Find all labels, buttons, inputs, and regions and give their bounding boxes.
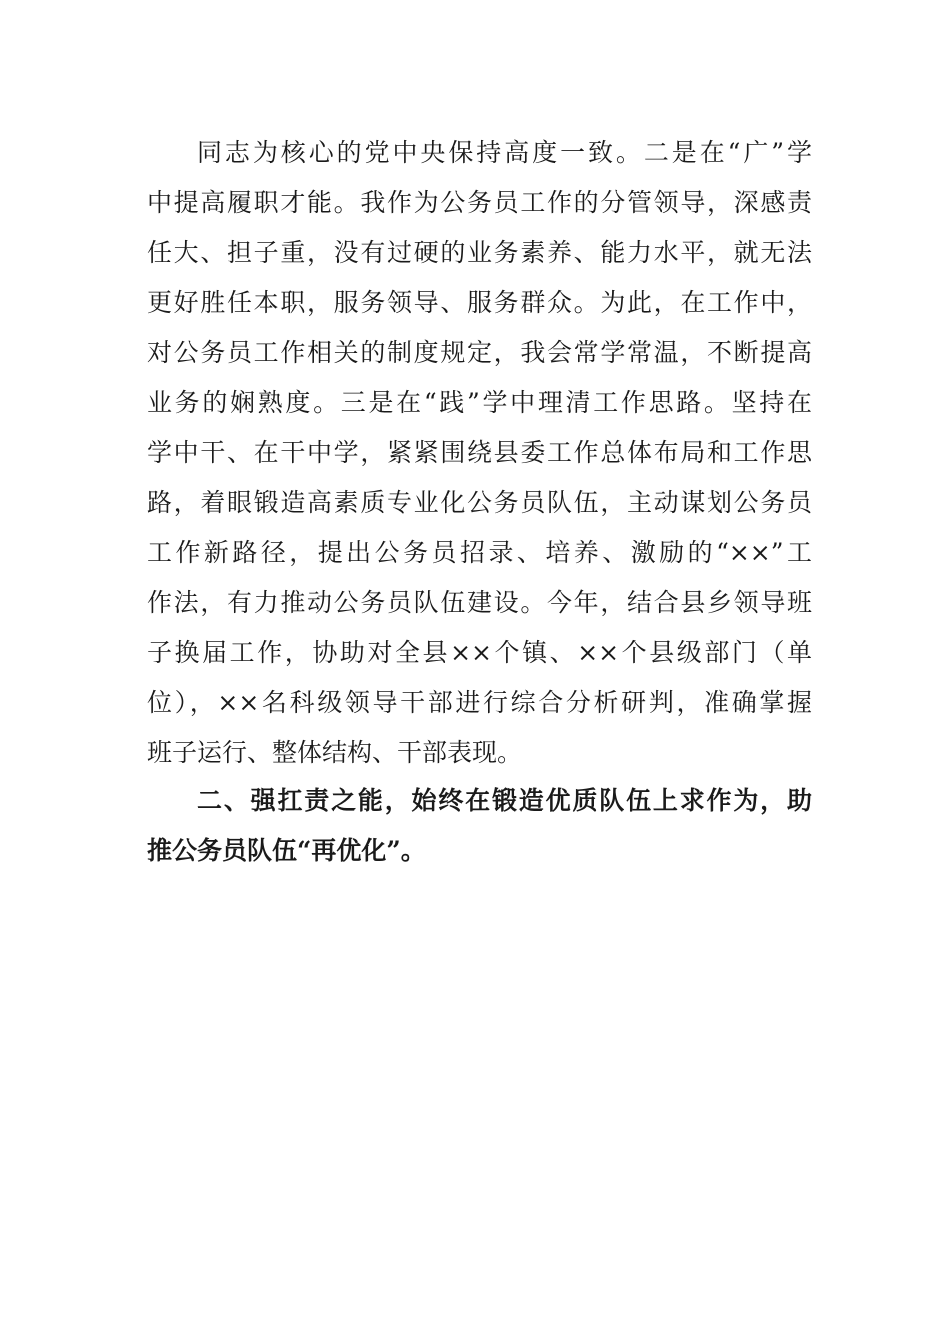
paragraph-line: 作法，有力推动公务员队伍建设。今年，结合县乡领导班 (147, 588, 812, 617)
paragraph-line: 中提高履职才能。我作为公务员工作的分管领导，深感责 (147, 188, 812, 217)
paragraph-line: 路，着眼锻造高素质专业化公务员队伍，主动谋划公务员 (147, 488, 812, 517)
paragraph-line: 对公务员工作相关的制度规定，我会常学常温，不断提高 (147, 338, 812, 367)
paragraph-line: 更好胜任本职，服务领导、服务群众。为此，在工作中， (147, 288, 812, 317)
heading-line: 二、强扛责之能，始终在锻造优质队伍上求作为，助 (197, 786, 812, 815)
paragraph-line: 任大、担子重，没有过硬的业务素养、能力水平，就无法 (147, 238, 812, 267)
paragraph-line: 子换届工作，协助对全县××个镇、××个县级部门（单 (147, 638, 812, 667)
paragraph-line: 工作新路径，提出公务员招录、培养、激励的“××”工 (147, 538, 812, 567)
paragraph-line: 位），××名科级领导干部进行综合分析研判，准确掌握 (147, 688, 812, 717)
paragraph-line: 业务的娴熟度。三是在“践”学中理清工作思路。坚持在 (147, 388, 812, 417)
heading-line: 推公务员队伍“再优化”。 (147, 836, 426, 865)
paragraph-line: 同志为核心的党中央保持高度一致。二是在“广”学 (197, 138, 812, 167)
paragraph-line: 学中干、在干中学，紧紧围绕县委工作总体布局和工作思 (147, 438, 812, 467)
paragraph-line: 班子运行、整体结构、干部表现。 (147, 738, 523, 767)
